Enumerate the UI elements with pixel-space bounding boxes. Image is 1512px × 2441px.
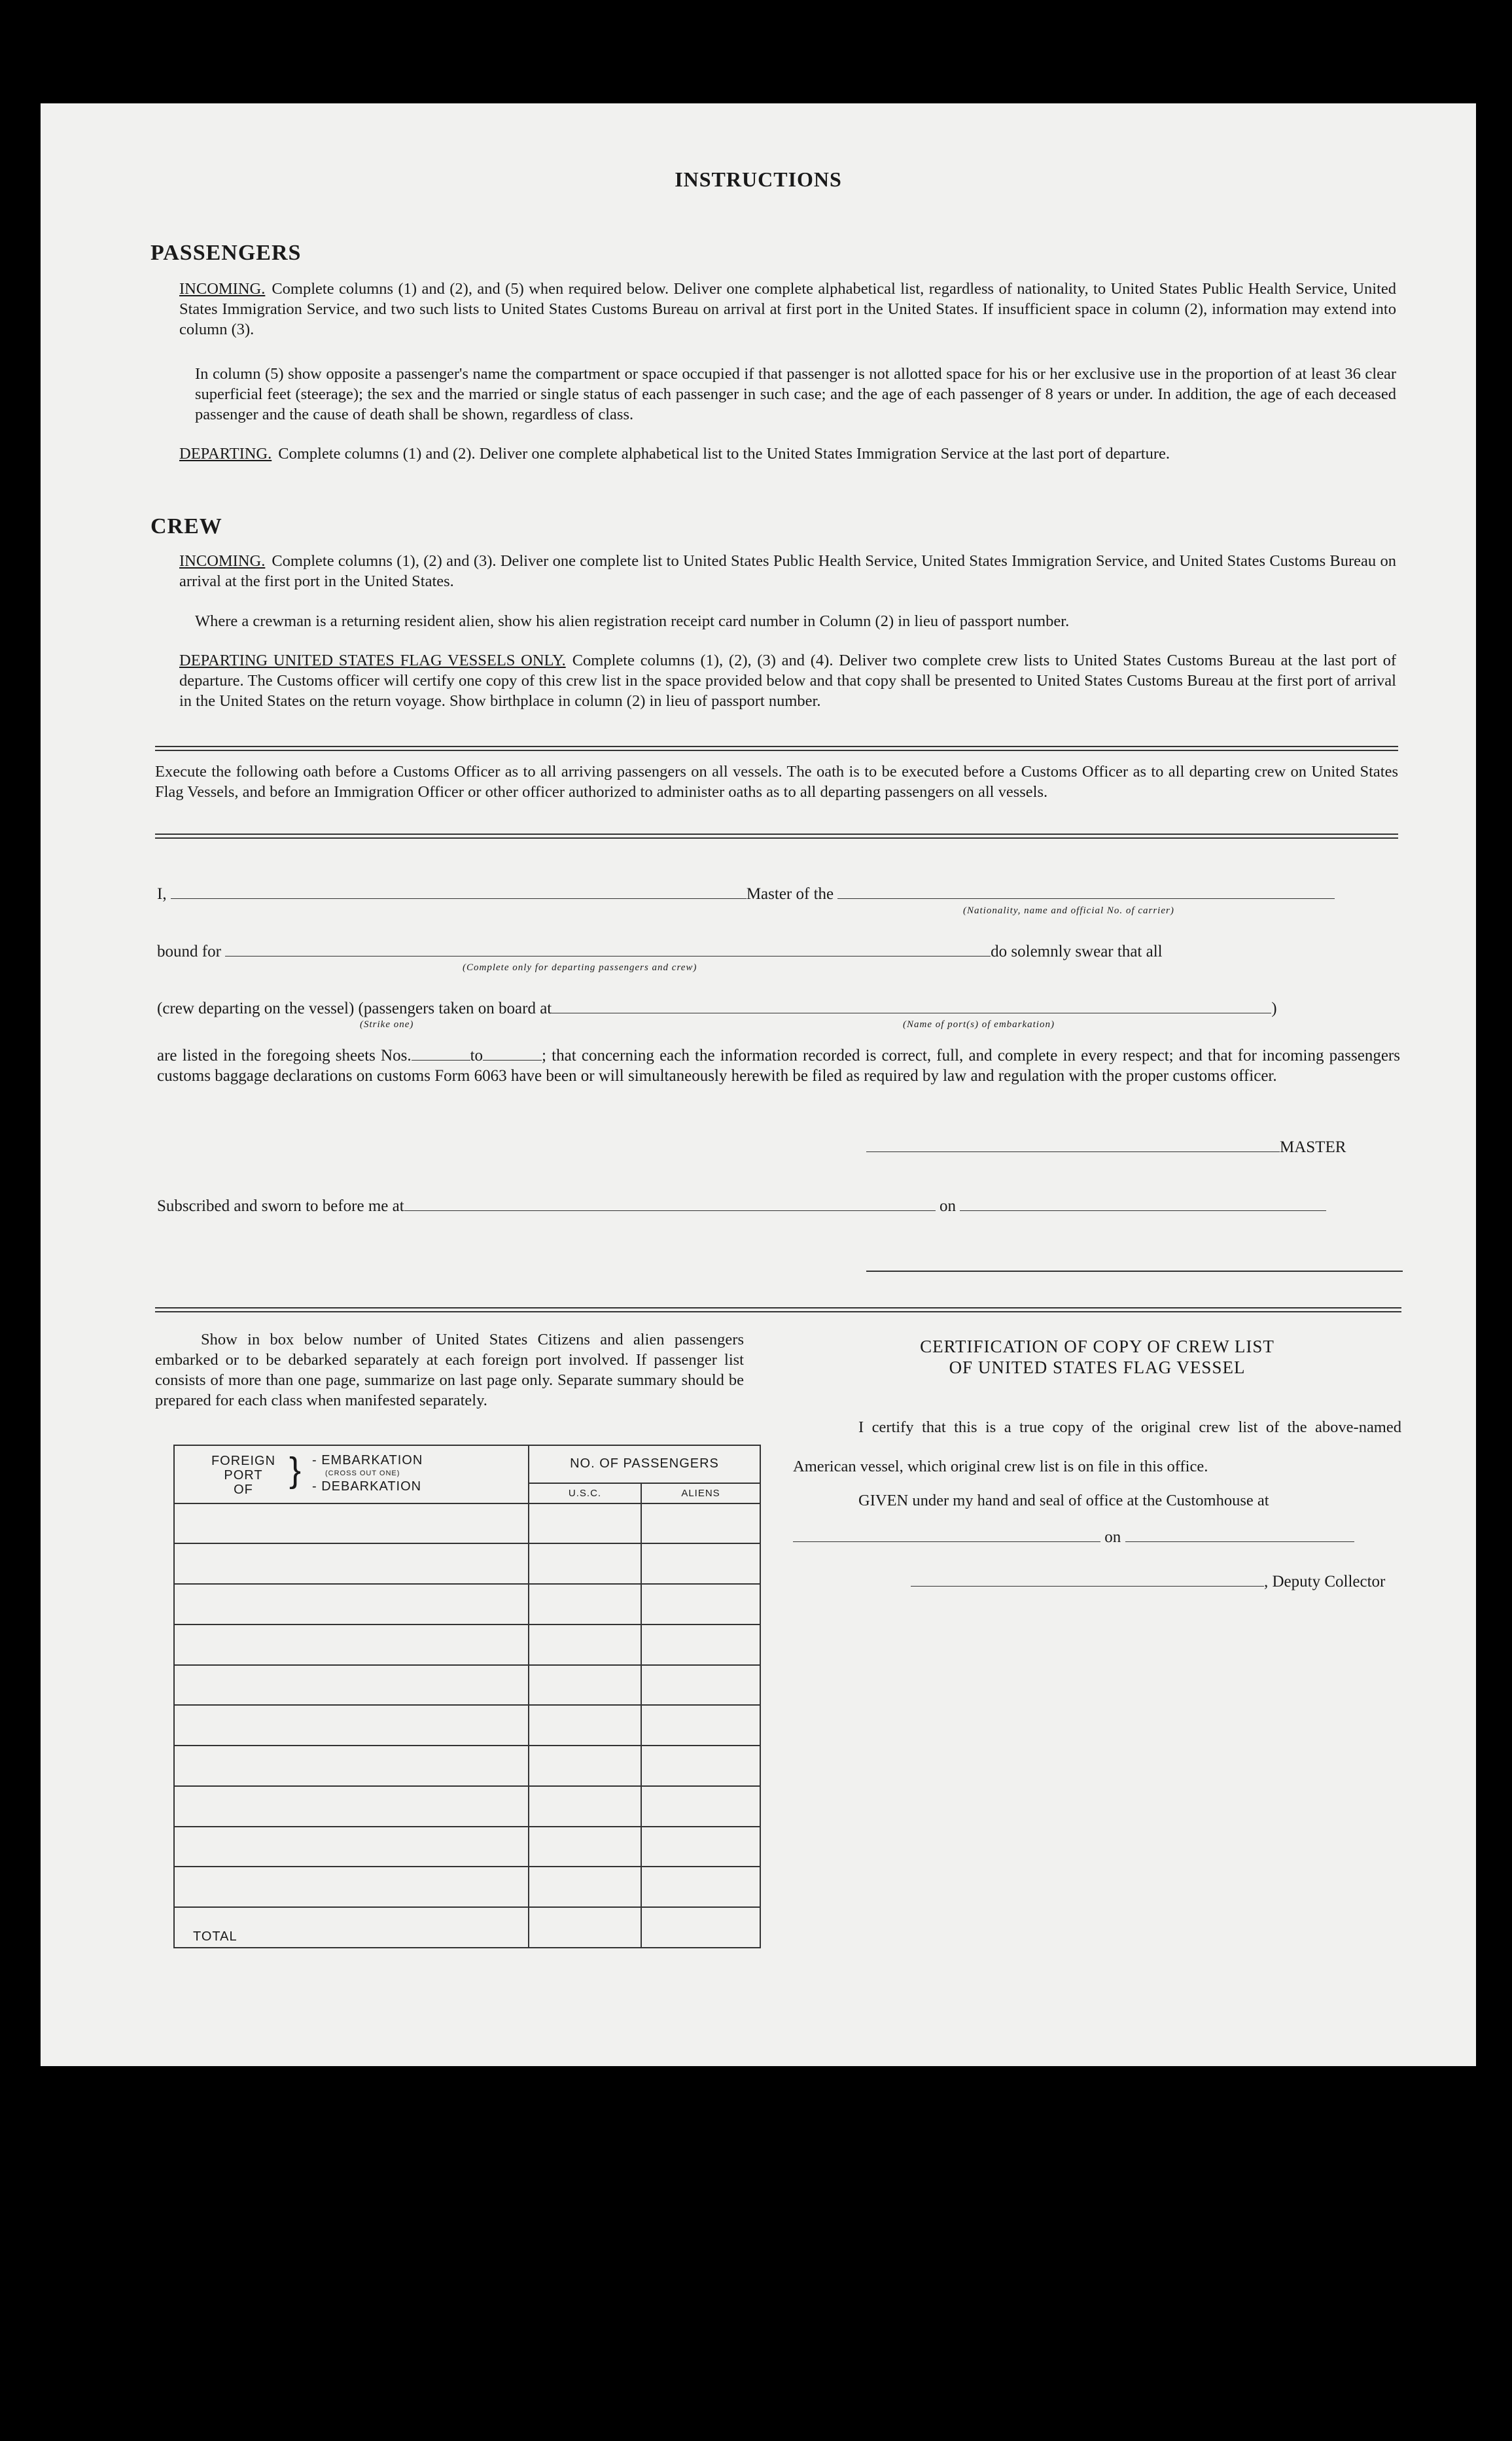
passengers-incoming-text: Complete columns (1) and (2), and (5) when required below. Deliver one complete alphabetical list, regardless of nationality, to United States Public Health Service, United States Immigration Service, and two such lists to United States Customs Bureau on arrival at first port in the United States. If insufficient space in column (2), information may extend into column (3). bbox=[179, 280, 1396, 338]
brace-glyph: } bbox=[289, 1450, 302, 1490]
oath-line-2 bbox=[157, 943, 1400, 961]
oath-listed-paragraph bbox=[157, 1045, 1400, 1086]
certification-text: I certify that this is a true copy of the original crew list of the above-named American vessel, which original crew list is on file in this office. bbox=[793, 1418, 1401, 1475]
strike-note: (Strike one) bbox=[360, 1019, 414, 1030]
form-page bbox=[41, 103, 1476, 2066]
table-row[interactable] bbox=[174, 1867, 529, 1907]
sheet-to-field[interactable] bbox=[483, 1060, 542, 1061]
oath-i-label: I, bbox=[157, 885, 167, 903]
passengers-heading: PASSENGERS bbox=[150, 241, 302, 265]
total-usc-cell[interactable] bbox=[529, 1907, 641, 1948]
deputy-collector-label: , Deputy Collector bbox=[1264, 1573, 1386, 1590]
certification-place-date-line bbox=[793, 1528, 1405, 1547]
port-label: PORT bbox=[224, 1468, 263, 1483]
crew-incoming-text: Complete columns (1), (2) and (3). Deliver one complete list to United States Public Health Service, United States Immigration Service, and United States Customs Bureau on arrival at the first port in the United States. bbox=[179, 552, 1396, 590]
table-row[interactable] bbox=[174, 1827, 529, 1867]
master-label: MASTER bbox=[1280, 1138, 1346, 1156]
summary-note: Show in box below number of United States Citizens and alien passengers embarked or to be debarked separately at each foreign port involved. If passenger list consists of more than one page, summarize on last page only. Separate summary should be prepared for each class when manifested separately. bbox=[155, 1331, 744, 1409]
sworn-place-field[interactable] bbox=[404, 1210, 936, 1211]
divider-3 bbox=[155, 1307, 1401, 1312]
deputy-signature-field[interactable] bbox=[911, 1586, 1264, 1587]
passengers-departing-text: Complete columns (1) and (2). Deliver one complete alphabetical list to the United States Immigration Service at the last port of departure. bbox=[278, 445, 1170, 463]
master-of-label: Master of the bbox=[746, 885, 834, 903]
close-paren: ) bbox=[1271, 1000, 1277, 1017]
passengers-departing-lead: DEPARTING. bbox=[179, 445, 272, 463]
master-signature-line bbox=[866, 1138, 1346, 1157]
officer-signature-line[interactable] bbox=[866, 1271, 1403, 1272]
departing-note: (Complete only for departing passengers and crew) bbox=[463, 962, 697, 973]
crew-returning-paragraph: Where a crewman is a returning resident alien, show his alien registration receipt card number in Column (2) in lieu of passport number. bbox=[195, 612, 1070, 630]
oath-line-3 bbox=[157, 1000, 1400, 1018]
table-row[interactable] bbox=[174, 1503, 529, 1544]
certification-title bbox=[793, 1336, 1401, 1378]
total-label: TOTAL bbox=[174, 1907, 529, 1948]
table-row[interactable] bbox=[174, 1584, 529, 1624]
master-name-field[interactable] bbox=[171, 898, 747, 899]
passenger-summary-table bbox=[173, 1445, 761, 1948]
ports-note: (Name of port(s) of embarkation) bbox=[903, 1019, 1055, 1030]
passengers-departing-paragraph bbox=[179, 444, 1396, 464]
master-signature-field[interactable] bbox=[866, 1151, 1280, 1152]
table-row[interactable] bbox=[174, 1786, 529, 1827]
table-row[interactable] bbox=[174, 1665, 529, 1706]
cross-out-label: (CROSS OUT ONE) bbox=[325, 1469, 400, 1477]
divider-2 bbox=[155, 834, 1398, 839]
crew-departing-paragraph bbox=[179, 650, 1396, 711]
customhouse-field[interactable] bbox=[793, 1541, 1100, 1542]
listed-sheets-label: are listed in the foregoing sheets Nos. bbox=[157, 1047, 412, 1064]
given-text: GIVEN under my hand and seal of office at the Customhouse at bbox=[858, 1492, 1269, 1509]
page-title: INSTRUCTIONS bbox=[675, 167, 842, 191]
table-row[interactable] bbox=[174, 1624, 529, 1665]
crew-departing-text: Complete columns (1), (2), (3) and (4). Deliver two complete crew lists to United States Customs Bureau at the last port of departure. The Customs officer will certify one copy of this crew list in the space provided below and that copy shall be presented to United States Customs Bureau at the first port of arrival in the United States on the return voyage. Show birthplace in column (2) in lieu of passport number. bbox=[179, 652, 1396, 710]
aliens-header: ALIENS bbox=[641, 1483, 760, 1503]
crew-departing-lead: DEPARTING UNITED STATES FLAG VESSELS ONLY. bbox=[179, 652, 566, 669]
debarkation-label: - DEBARKATION bbox=[312, 1479, 422, 1494]
subscribed-label: Subscribed and sworn to before me at bbox=[157, 1197, 404, 1215]
destination-field[interactable] bbox=[225, 956, 991, 957]
swear-label: do solemnly swear that all bbox=[991, 943, 1163, 960]
table-row[interactable] bbox=[174, 1543, 529, 1584]
passengers-incoming-lead: INCOMING. bbox=[179, 280, 266, 298]
port-header-cell bbox=[174, 1445, 529, 1503]
oath-line-1 bbox=[157, 885, 1400, 904]
oath-instructions: Execute the following oath before a Customs Officer as to all arriving passengers on all vessels. The oath is to be executed before a Customs Officer as to all departing crew on United States Flag Vessels, and before an Immigration Officer or other officer authorized to administer oaths as to all departing passengers on all vessels. bbox=[155, 763, 1398, 801]
sworn-on-label: on bbox=[939, 1197, 956, 1215]
table-row[interactable] bbox=[174, 1746, 529, 1786]
sheet-from-field[interactable] bbox=[412, 1060, 470, 1061]
embarkation-label: - EMBARKATION bbox=[312, 1453, 423, 1467]
certification-date-field[interactable] bbox=[1125, 1541, 1354, 1542]
usc-header: U.S.C. bbox=[529, 1483, 641, 1503]
no-passengers-header: NO. OF PASSENGERS bbox=[529, 1445, 760, 1483]
total-aliens-cell[interactable] bbox=[641, 1907, 760, 1948]
bound-for-label: bound for bbox=[157, 943, 221, 960]
certification-title-line-1: CERTIFICATION OF COPY OF CREW LIST bbox=[920, 1337, 1275, 1356]
passengers-incoming-paragraph bbox=[179, 279, 1396, 340]
listed-to-label: to bbox=[470, 1047, 483, 1064]
crew-heading: CREW bbox=[150, 514, 222, 538]
divider-1 bbox=[155, 746, 1398, 751]
table-row[interactable] bbox=[174, 1705, 529, 1746]
certification-on-label: on bbox=[1104, 1528, 1121, 1546]
nationality-note: (Nationality, name and official No. of carrier) bbox=[963, 905, 1174, 916]
listed-rest: ; that concerning each the information recorded is correct, full, and complete in every respect; and that for incoming passengers customs baggage declarations on customs Form 6063 have been or will simultaneously herewith be filed as required by law and regulation with the proper customs officer. bbox=[157, 1047, 1400, 1085]
crew-incoming-paragraph bbox=[179, 551, 1396, 591]
deputy-collector-line bbox=[911, 1573, 1385, 1591]
strike-choice-label: (crew departing on the vessel) (passengers taken on board at bbox=[157, 1000, 552, 1017]
carrier-field[interactable] bbox=[837, 898, 1335, 899]
subscribed-line bbox=[157, 1197, 1400, 1216]
passengers-column5-paragraph: In column (5) show opposite a passenger's name the compartment or space occupied if that passenger is not allotted space for his or her exclusive use in the proportion of at least 36 clear superficial feet (steerage); the sex and the married or single status of each passenger in such case; and the age of each passenger of 8 years or under. In addition, the age of each deceased passenger and the cause of death shall be shown, regardless of class. bbox=[195, 365, 1396, 423]
foreign-label: FOREIGN bbox=[211, 1454, 276, 1468]
certification-title-line-2: OF UNITED STATES FLAG VESSEL bbox=[949, 1358, 1246, 1377]
sworn-date-field[interactable] bbox=[960, 1210, 1326, 1211]
crew-incoming-lead: INCOMING. bbox=[179, 552, 266, 570]
of-label: OF bbox=[234, 1483, 253, 1497]
